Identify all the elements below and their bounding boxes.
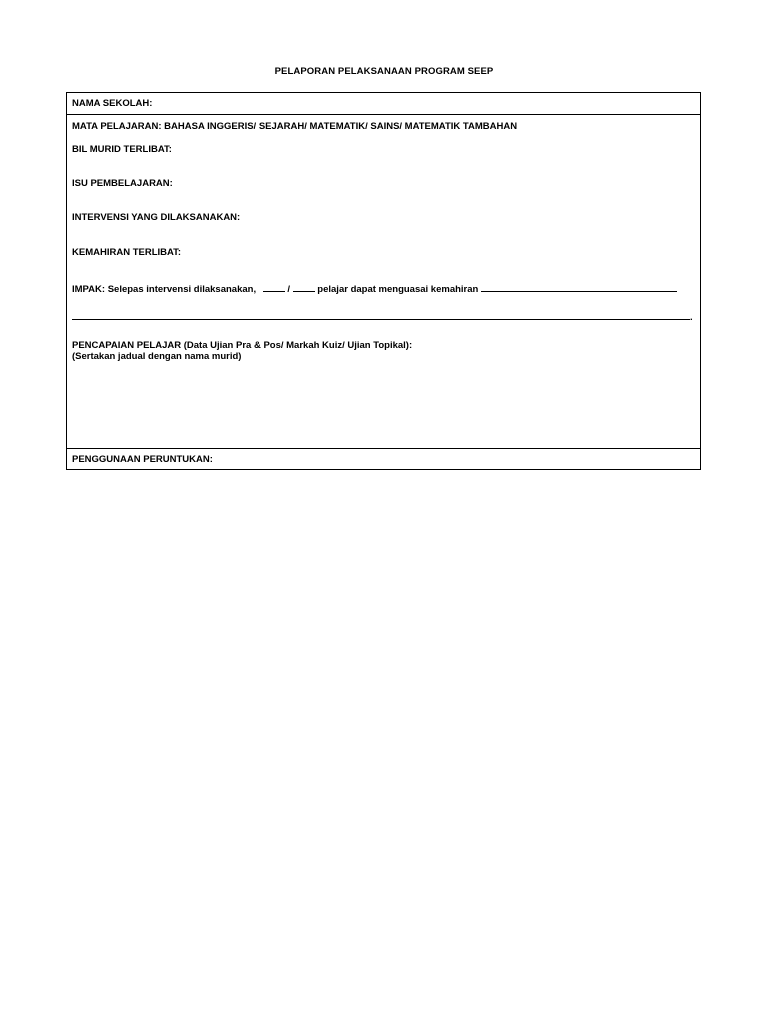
label-intervensi: INTERVENSI YANG DILAKSANAKAN: [72,212,241,223]
impak-line [72,282,677,295]
impak-end-period: . [690,312,693,323]
row-nama-sekolah [67,93,700,114]
impak-middle-text: pelajar dapat menguasai kemahiran [317,284,479,295]
report-form-table [66,92,701,470]
impak-blank-3[interactable] [481,282,677,292]
label-bil-murid: BIL MURID TERLIBAT: [72,144,172,155]
label-impak: IMPAK: Selepas intervensi dilaksanakan, [72,284,257,295]
impak-continuation-line [72,310,693,323]
impak-blank-2[interactable] [293,282,315,292]
label-kemahiran: KEMAHIRAN TERLIBAT: [72,247,182,258]
label-mata-pelajaran: MATA PELAJARAN: BAHASA INGGERIS/ SEJARAH/ MATEMATIK/ SAINS/ MATEMATIK TAMBAHAN [72,121,518,132]
row-penggunaan-peruntukan [67,448,700,469]
impak-blank-1[interactable] [263,282,285,292]
label-penggunaan-peruntukan: PENGGUNAAN PERUNTUKAN: [72,454,213,465]
label-pencapaian-note: (Sertakan jadual dengan nama murid) [72,351,242,362]
impak-slash: / [287,284,291,295]
label-isu-pembelajaran: ISU PEMBELAJARAN: [72,178,173,189]
label-pencapaian-pelajar: PENCAPAIAN PELAJAR (Data Ujian Pra & Pos/ Markah Kuiz/ Ujian Topikal): [72,340,413,351]
row-main-details [67,114,700,448]
document-title: PELAPORAN PELAKSANAAN PROGRAM SEEP [274,66,494,77]
label-nama-sekolah: NAMA SEKOLAH: [72,98,153,109]
impak-blank-4[interactable] [72,310,690,320]
